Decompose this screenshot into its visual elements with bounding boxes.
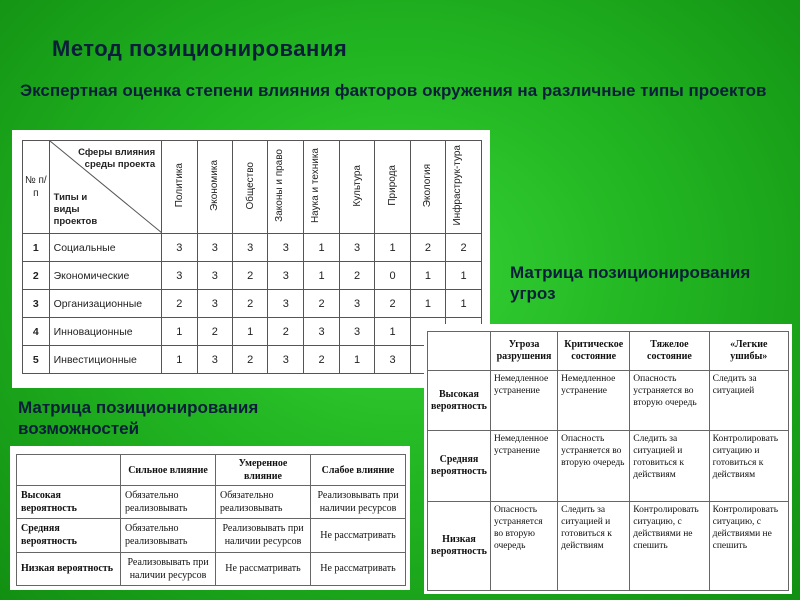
matrix-cell: Не рассматривать (311, 552, 406, 585)
matrix-cell: Не рассматривать (216, 552, 311, 585)
matrix-cell: Контролировать ситуацию и готовиться к действиям (709, 431, 788, 502)
row-number: 2 (23, 262, 50, 290)
value-cell: 2 (233, 262, 268, 290)
table-row (23, 290, 482, 318)
value-cell: 3 (197, 290, 232, 318)
value-cell: 3 (268, 262, 304, 290)
value-cell: 1 (233, 318, 268, 346)
value-cell: 1 (375, 234, 410, 262)
row-number: 4 (23, 318, 50, 346)
value-cell: 2 (197, 318, 232, 346)
value-cell: 1 (304, 234, 340, 262)
value-cell: 3 (375, 346, 410, 374)
opportunities-panel (10, 446, 410, 590)
factor-header: Культура (339, 141, 374, 234)
threats-matrix (427, 331, 789, 591)
opportunities-matrix (16, 454, 406, 586)
value-cell: 0 (375, 262, 410, 290)
row-number: 1 (23, 234, 50, 262)
project-type: Инновационные (49, 318, 162, 346)
matrix-cell: Не рассматривать (311, 519, 406, 552)
table-row (428, 501, 789, 590)
expert-assessment-table (22, 140, 482, 374)
matrix-cell: Опасность устраняется во вторую очередь (558, 431, 630, 502)
matrix-cell: Опасность устраняется во вторую очередь (490, 501, 557, 590)
row-header: Низкая вероятность (17, 552, 121, 585)
project-type: Экономические (49, 262, 162, 290)
diag-bottom-label: Типы и виды проектов (53, 192, 98, 227)
threats-caption: Матрица позиционирования угроз (510, 263, 751, 303)
factor-header: Природа (375, 141, 410, 234)
value-cell: 3 (162, 262, 197, 290)
value-cell: 1 (410, 290, 445, 318)
expert-assessment-panel (12, 130, 490, 388)
subtitle: Экспертная оценка степени влияния факторов окружения на различные типы проектов (20, 81, 767, 100)
row-header: Средняя вероятность (428, 431, 491, 502)
table-row (17, 552, 406, 585)
value-cell: 1 (375, 318, 410, 346)
table-row (23, 318, 482, 346)
value-cell: 1 (410, 262, 445, 290)
diag-top-label: Сферы влияния среды проекта (78, 147, 156, 170)
column-header: «Легкие ушибы» (709, 332, 788, 371)
table-row (17, 486, 406, 519)
value-cell: 3 (233, 234, 268, 262)
value-cell: 3 (197, 234, 232, 262)
column-header: Критическое состояние (558, 332, 630, 371)
value-cell: 1 (446, 290, 482, 318)
table-row (23, 234, 482, 262)
value-cell: 3 (197, 346, 232, 374)
value-cell: 2 (410, 234, 445, 262)
value-cell: 2 (268, 318, 304, 346)
value-cell: 2 (304, 290, 340, 318)
project-type: Организационные (49, 290, 162, 318)
row-header: Высокая вероятность (428, 371, 491, 431)
opportunities-caption: Матрица позиционирования возможностей (18, 398, 259, 438)
value-cell: 1 (446, 262, 482, 290)
matrix-cell: Обязательно реализовывать (121, 519, 216, 552)
table-row (428, 371, 789, 431)
matrix-cell: Обязательно реализовывать (121, 486, 216, 519)
table-row (17, 519, 406, 552)
project-type: Инвестиционные (49, 346, 162, 374)
factor-header: Наука и техника (304, 141, 340, 234)
column-header: Слабое влияние (311, 455, 406, 486)
value-cell: 3 (268, 234, 304, 262)
matrix-cell: Немедленное устранение (558, 371, 630, 431)
value-cell: 2 (375, 290, 410, 318)
matrix-cell: Обязательно реализовывать (216, 486, 311, 519)
table-row (23, 262, 482, 290)
factor-header: Политика (162, 141, 197, 234)
value-cell: 2 (446, 234, 482, 262)
column-header: Тяжелое состояние (630, 332, 709, 371)
value-cell: 3 (339, 290, 374, 318)
value-cell: 3 (339, 318, 374, 346)
matrix-cell: Немедленное устранение (490, 371, 557, 431)
value-cell: 3 (268, 290, 304, 318)
matrix-cell: Реализовывать при наличии ресурсов (216, 519, 311, 552)
value-cell: 3 (197, 262, 232, 290)
value-cell: 3 (162, 234, 197, 262)
row-number: 3 (23, 290, 50, 318)
project-type: Социальные (49, 234, 162, 262)
row-header: Высокая вероятность (17, 486, 121, 519)
column-header: Угроза разрушения (490, 332, 557, 371)
factor-header: Экология (410, 141, 445, 234)
row-header: Низкая вероятность (428, 501, 491, 590)
row-number: 5 (23, 346, 50, 374)
value-cell: 2 (162, 290, 197, 318)
value-cell: 2 (233, 346, 268, 374)
matrix-cell: Следить за ситуацией и готовиться к действиям (630, 431, 709, 502)
matrix-cell: Реализовывать при наличии ресурсов (311, 486, 406, 519)
factor-header: Экономика (197, 141, 232, 234)
page-title: Метод позиционирования (52, 36, 348, 61)
corner-cell (428, 332, 491, 371)
matrix-cell: Следить за ситуацией (709, 371, 788, 431)
value-cell: 2 (233, 290, 268, 318)
value-cell: 2 (339, 262, 374, 290)
matrix-cell: Реализовывать при наличии ресурсов (121, 552, 216, 585)
column-header: Умеренное влияние (216, 455, 311, 486)
num-header: № п/п (23, 141, 50, 234)
value-cell: 3 (339, 234, 374, 262)
value-cell: 1 (304, 262, 340, 290)
diagonal-header-cell (49, 141, 162, 234)
matrix-cell: Контролировать ситуацию, с действиями не спешить (630, 501, 709, 590)
factor-header: Инфраструк-тура (446, 141, 482, 234)
matrix-cell: Немедленное устранение (490, 431, 557, 502)
table-row (428, 431, 789, 502)
value-cell: 2 (304, 346, 340, 374)
matrix-cell: Контролировать ситуацию, с действиями не спешить (709, 501, 788, 590)
column-header: Сильное влияние (121, 455, 216, 486)
row-header: Средняя вероятность (17, 519, 121, 552)
value-cell: 1 (339, 346, 374, 374)
factor-header: Общество (233, 141, 268, 234)
value-cell: 3 (304, 318, 340, 346)
value-cell: 1 (162, 318, 197, 346)
value-cell: 1 (162, 346, 197, 374)
value-cell: 3 (268, 346, 304, 374)
threats-panel (424, 324, 792, 594)
matrix-cell: Опасность устраняется во вторую очередь (630, 371, 709, 431)
matrix-cell: Следить за ситуацией и готовиться к действиям (558, 501, 630, 590)
corner-cell (17, 455, 121, 486)
factor-header: Законы и право (268, 141, 304, 234)
table-row (23, 346, 482, 374)
